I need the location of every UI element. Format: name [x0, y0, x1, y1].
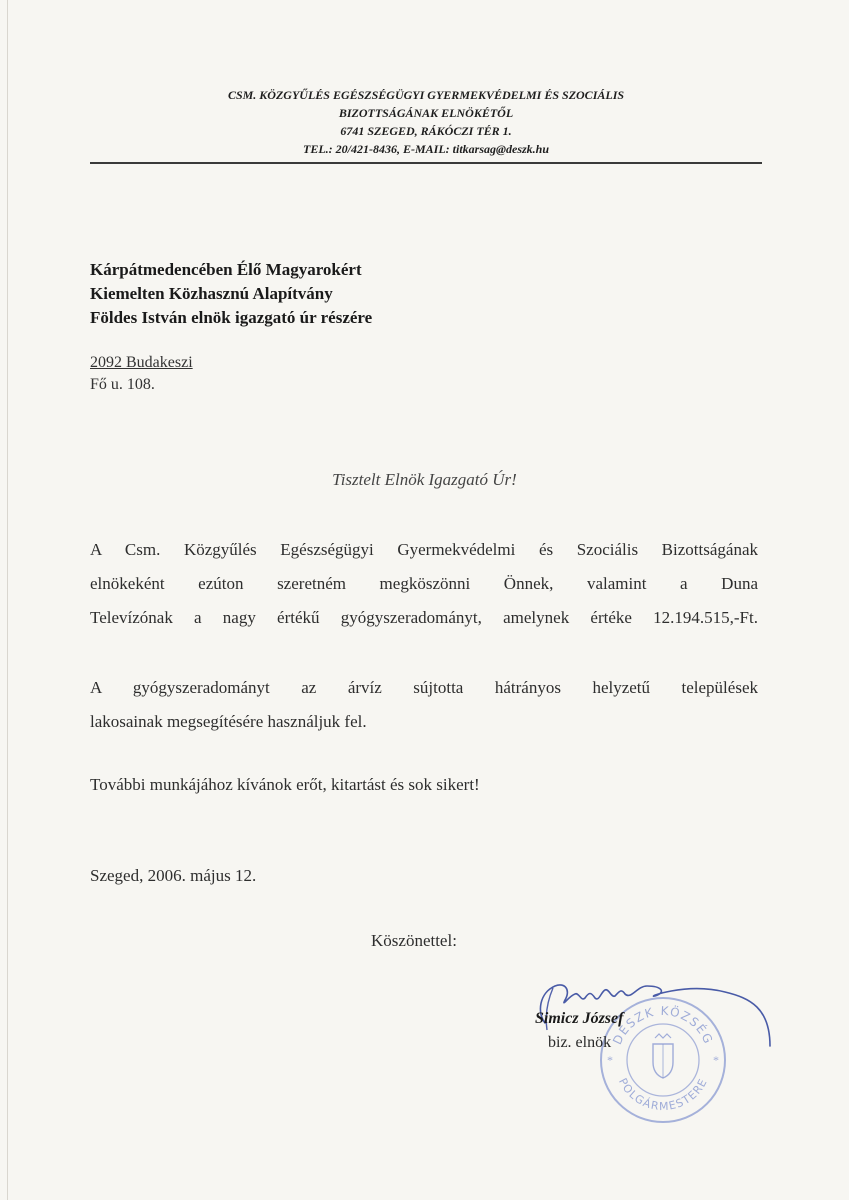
- body-paragraph-2: [90, 671, 758, 739]
- paragraph-line: A gyógyszeradományt az árvíz sújtotta hátrányos helyzetű települések: [90, 678, 758, 697]
- recipient-line: Kiemelten Közhasznú Alapítvány: [90, 284, 333, 303]
- paragraph-line: A Csm. Közgyűlés Egészségügyi Gyermekvédelmi és Szociális Bizottságának: [90, 540, 758, 559]
- paragraph-line: További munkájához kívánok erőt, kitartást és sok sikert!: [90, 775, 480, 794]
- address-city: 2092 Budakeszi: [90, 354, 193, 371]
- paragraph-line: lakosainak megsegítésére használjuk fel.: [90, 712, 367, 731]
- body-paragraph-3: [90, 768, 758, 802]
- recipient-line: Földes István elnök igazgató úr részére: [90, 308, 373, 327]
- letterhead-line: CSM. KÖZGYŰLÉS EGÉSZSÉGÜGYI GYERMEKVÉDELMI ÉS SZOCIÁLIS: [227, 88, 625, 102]
- letterhead-line: BIZOTTSÁGÁNAK ELNÖKÉTŐL: [338, 106, 514, 120]
- svg-text:*: *: [713, 1053, 719, 1067]
- recipient-line: Kárpátmedencében Élő Magyarokért: [90, 260, 362, 279]
- signer-name: Simicz József: [535, 1010, 624, 1027]
- letterhead-divider: [90, 162, 762, 164]
- paragraph-line: elnökeként ezúton szeretném megköszönni Önnek, valamint a Duna: [90, 574, 758, 593]
- address-street: Fő u. 108.: [90, 376, 155, 393]
- recipient-block: [90, 258, 372, 330]
- body-paragraph-1: [90, 533, 758, 635]
- letterhead: [90, 86, 762, 158]
- closing: Köszönettel:: [371, 931, 457, 950]
- signer-role: biz. elnök: [548, 1034, 612, 1051]
- svg-text:POLGÁRMESTERE: [616, 1076, 710, 1113]
- recipient-address: [90, 352, 193, 396]
- page-edge: [7, 0, 8, 1200]
- letterhead-contact: TEL.: 20/421-8436, E-MAIL: titkarsag@deszk.hu: [303, 142, 549, 156]
- svg-text:*: *: [607, 1053, 613, 1067]
- salutation: Tisztelt Elnök Igazgató Úr!: [332, 470, 517, 489]
- letter-date: Szeged, 2006. május 12.: [90, 866, 257, 885]
- letterhead-address: 6741 SZEGED, RÁKÓCZI TÉR 1.: [340, 124, 512, 138]
- stamp-top-text: DESZK KÖZSÉG: [610, 1003, 716, 1047]
- stamp-bottom-text: POLGÁRMESTERE: [615, 1075, 711, 1114]
- paragraph-line: Televízónak a nagy értékű gyógyszeradományt, amelynek értéke 12.194.515,-Ft.: [90, 608, 758, 627]
